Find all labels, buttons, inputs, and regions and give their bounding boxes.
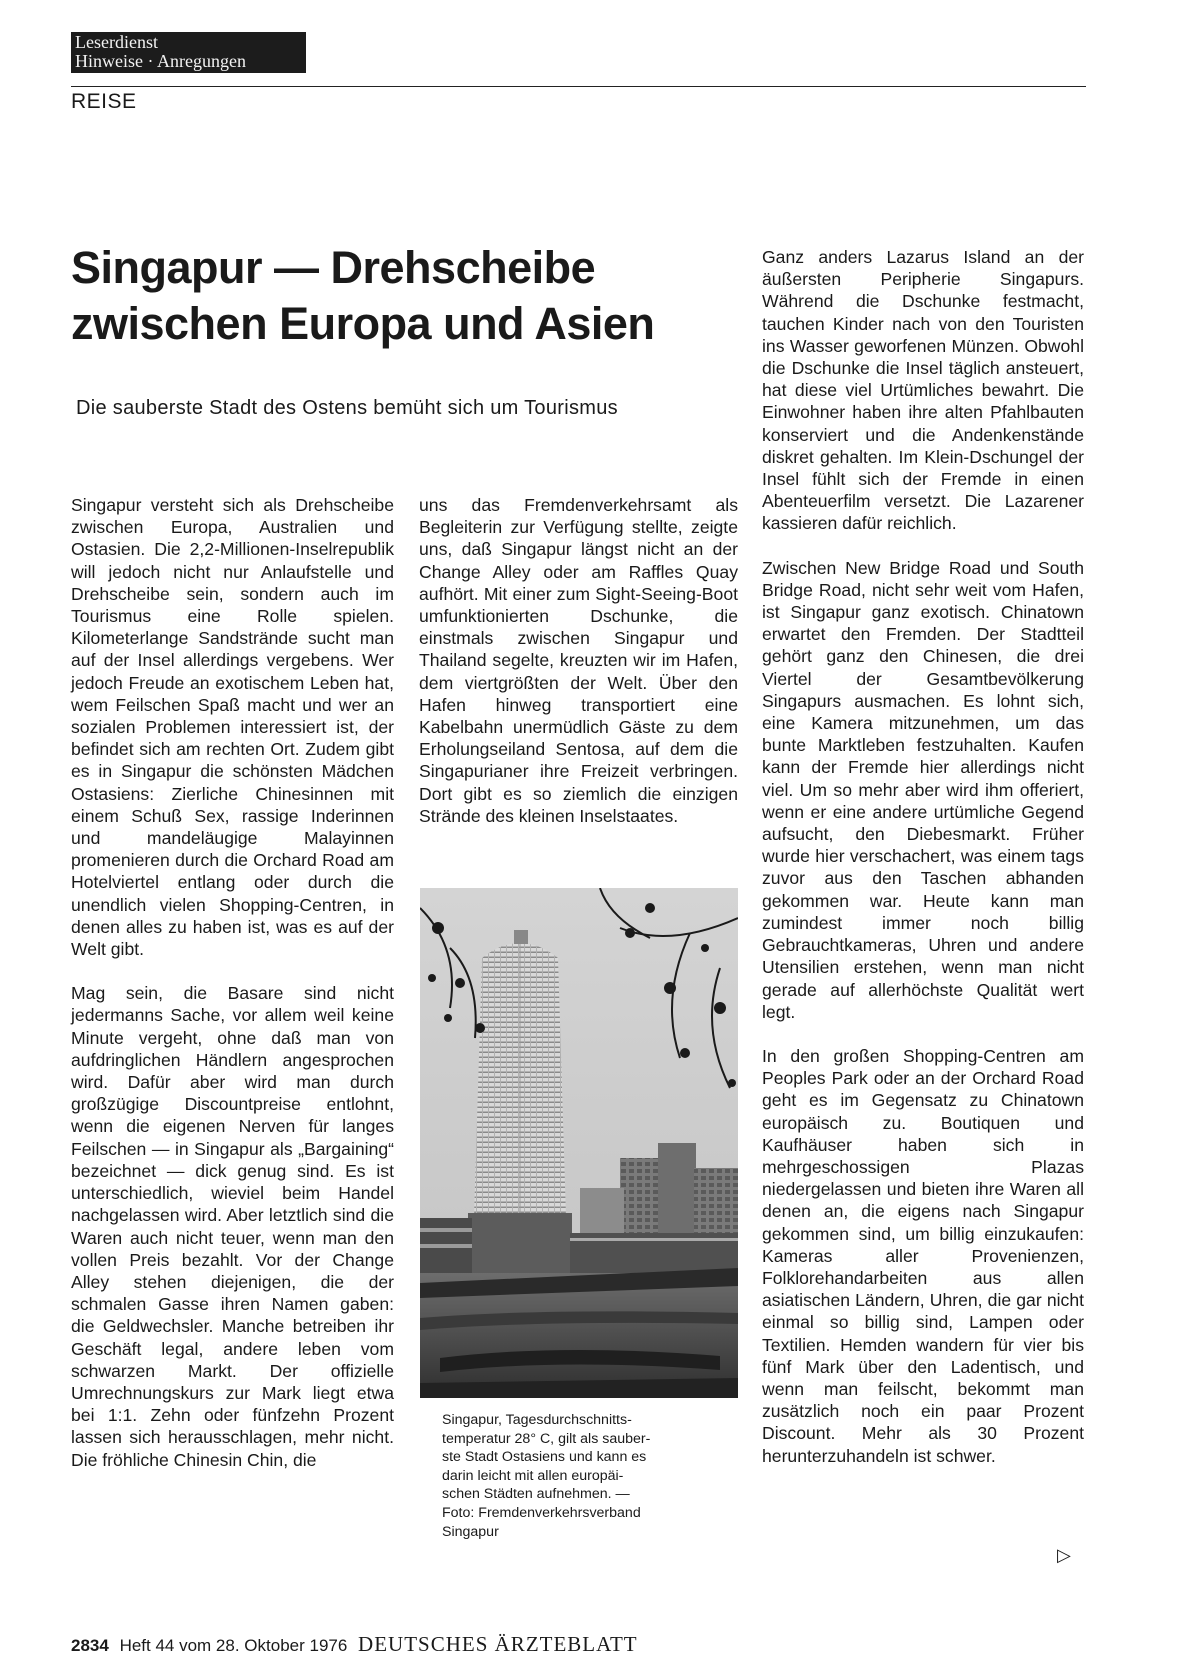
column-1	[71, 494, 394, 1471]
photo-caption	[442, 1411, 716, 1541]
tag-line-1: Leserdienst	[75, 32, 158, 52]
header-rule	[71, 86, 1086, 87]
headline-line-2: zwischen Europa und Asien	[71, 298, 655, 349]
section-tag	[71, 32, 306, 73]
headline-line-1: Singapur — Drehscheibe	[71, 242, 596, 293]
issue-info: Heft 44 vom 28. Oktober 1976	[119, 1636, 348, 1655]
page-footer	[71, 1632, 638, 1657]
magazine-name: DEUTSCHES ÄRZTEBLATT	[358, 1632, 638, 1656]
caption-line: schen Städten aufnehmen. —	[442, 1486, 630, 1503]
tag-line-2: Hinweise · Anregungen	[75, 51, 246, 71]
caption-line: temperatur 28° C, gilt als sauber-	[442, 1430, 651, 1447]
column-2	[419, 494, 738, 827]
headline	[71, 240, 711, 352]
paragraph: In den großen Shopping-Centren am Peoples Park oder an der Orchard Road geht es im Gegensatz zu Chinatown europäisch zu. Boutiquen und Kaufhäuser haben sich in mehrgeschossigen Plazas niedergelassen und bieten ihre Waren all denen an, die eigens nach Singapur gekommen sind, um billig einzukaufen: Kameras aller Provenienzen, Folklorehandarbeiten aus allen asiatischen Ländern, Uhren, die gar nicht einmal so billig sind, Lampen oder Textilien. Hemden wandern für vier bis fünf Mark über den Ladentisch, und wenn man feilscht, bekommt man zusätzlich noch ein paar Prozent Discount. Mehr als 30 Prozent herunterzuhandeln ist schwer.	[762, 1045, 1084, 1466]
paragraph: Zwischen New Bridge Road und South Bridge Road, nicht sehr weit vom Hafen, ist Singapur ganz exotisch. Chinatown erwartet den Fremden. Der Stadtteil gehört ganz den Chinesen, die drei Viertel der Gesamtbevölkerung Singapurs ausmachen. Es lohnt sich, eine Kamera mitzunehmen, um das bunte Marktleben festzuhalten. Kaufen kann der Fremde hier allerdings nicht viel. Um so mehr aber wird ihm offeriert, wenn er eine andere urtümliche Gegend aufsucht, den Diebesmarkt. Früher wurde hier verschachert, was einem tags zuvor aus den Taschen abhanden gekommen war. Heute kann man zumindest immer noch billig Gebrauchtkameras, Uhren und andere Utensilien erstehen, wenn man nicht gerade auf allerhöchste Qualität wert legt.	[762, 557, 1084, 1022]
paragraph: uns das Fremdenverkehrsamt als Begleiterin zur Verfügung stellte, zeigte uns, daß Singapur längst nicht an der Change Alley oder am Raffles Quay aufhört. Mit einer zum Sight-Seeing-Boot umfunktionierten Dschunke, die einstmals zwischen Singapur und Thailand segelte, kreuzten wir im Hafen, dem viertgrößten der Welt. Über den Hafen hinweg transportiert eine Kabelbahn unermüdlich Gäste zu dem Erholungseiland Sentosa, auf dem die Singapurianer ihre Freizeit verbringen. Dort gibt es so ziemlich die einzigen Strände des kleinen Inselstaates.	[419, 495, 738, 826]
caption-line: Singapur	[442, 1523, 499, 1540]
caption-line: darin leicht mit allen europäi-	[442, 1467, 624, 1484]
paragraph: Ganz anders Lazarus Island an der äußersten Peripherie Singapurs. Während die Dschunke festmacht, tauchen Kinder nach von den Touristen ins Wasser geworfenen Münzen. Obwohl die Dschunke die Insel täglich ansteuert, hat diese viel Urtümliches bewahrt. Die Einwohner haben ihre alten Pfahlbauten konserviert und die Andenkenstände diskret gehalten. Im Klein-Dschungel der Insel fühlt sich der Fremde in einen Abenteuerfilm versetzt. Die Lazarener kassieren dafür reichlich.	[762, 247, 1084, 534]
caption-line: Singapur, Tagesdurchschnitts-	[442, 1412, 632, 1428]
continue-arrow-icon: ▷	[1057, 1545, 1071, 1565]
photo-singapore-skyline	[420, 888, 738, 1398]
caption-line: ste Stadt Ostasiens und kann es	[442, 1449, 647, 1466]
page-number: 2834	[71, 1636, 109, 1655]
caption-line: Foto: Fremdenverkehrsverband	[442, 1504, 641, 1521]
paragraph: Singapur versteht sich als Drehscheibe zwischen Europa, Australien und Ostasien. Die 2,2-Millionen-Inselrepublik will jedoch nicht nur Anlaufstelle und Drehscheibe sein, sondern auch im Tourismus eine Rolle spielen. Kilometerlange Sandstrände sucht man auf der Insel allerdings vergebens. Wer jedoch Freude an exotischem Leben hat, wem Feilschen Spaß macht und wer an sozialen Problemen interessiert ist, der befindet sich am rechten Ort. Zudem gibt es in Singapur die schönsten Mädchen Ostasiens: Zierliche Chinesinnen mit einem Schuß Sex, rassige Inderinnen und mandeläugige Malayinnen promenieren durch die Orchard Road am Hotelviertel entlang oder durch die unendlich vielen Shopping-Centren, in denen alles zu haben ist, was es auf der Welt gibt.	[71, 495, 394, 960]
section-label: REISE	[71, 90, 137, 113]
subheadline: Die sauberste Stadt des Ostens bemüht sich um Tourismus	[76, 397, 618, 419]
column-3	[762, 246, 1084, 1467]
paragraph: Mag sein, die Basare sind nicht jedermanns Sache, vor allem weil keine Minute vergeht, ohne daß man von aufdringlichen Händlern angesprochen wird. Dafür aber wird man durch großzügige Discountpreise entlohnt, wenn die eigenen Nerven für langes Feilschen — in Singapur als „Bargaining“ bezeichnet — dick genug sind. Es ist unterschiedlich, wieviel beim Handel nachgelassen wird. Aber letztlich sind die Waren auch nicht teuer, wenn man den vollen Preis bezahlt. Vor der Change Alley stehen diejenigen, die der schmalen Gasse ihren Namen gaben: die Geldwechsler. Manche betreiben ihr Geschäft legal, andere leben vom schwarzen Markt. Der offizielle Umrechnungskurs zur Mark liegt etwa bei 1:1. Zehn oder fünfzehn Prozent lassen sich herausschlagen, mehr nicht. Die fröhliche Chinesin Chin, die	[71, 983, 394, 1470]
